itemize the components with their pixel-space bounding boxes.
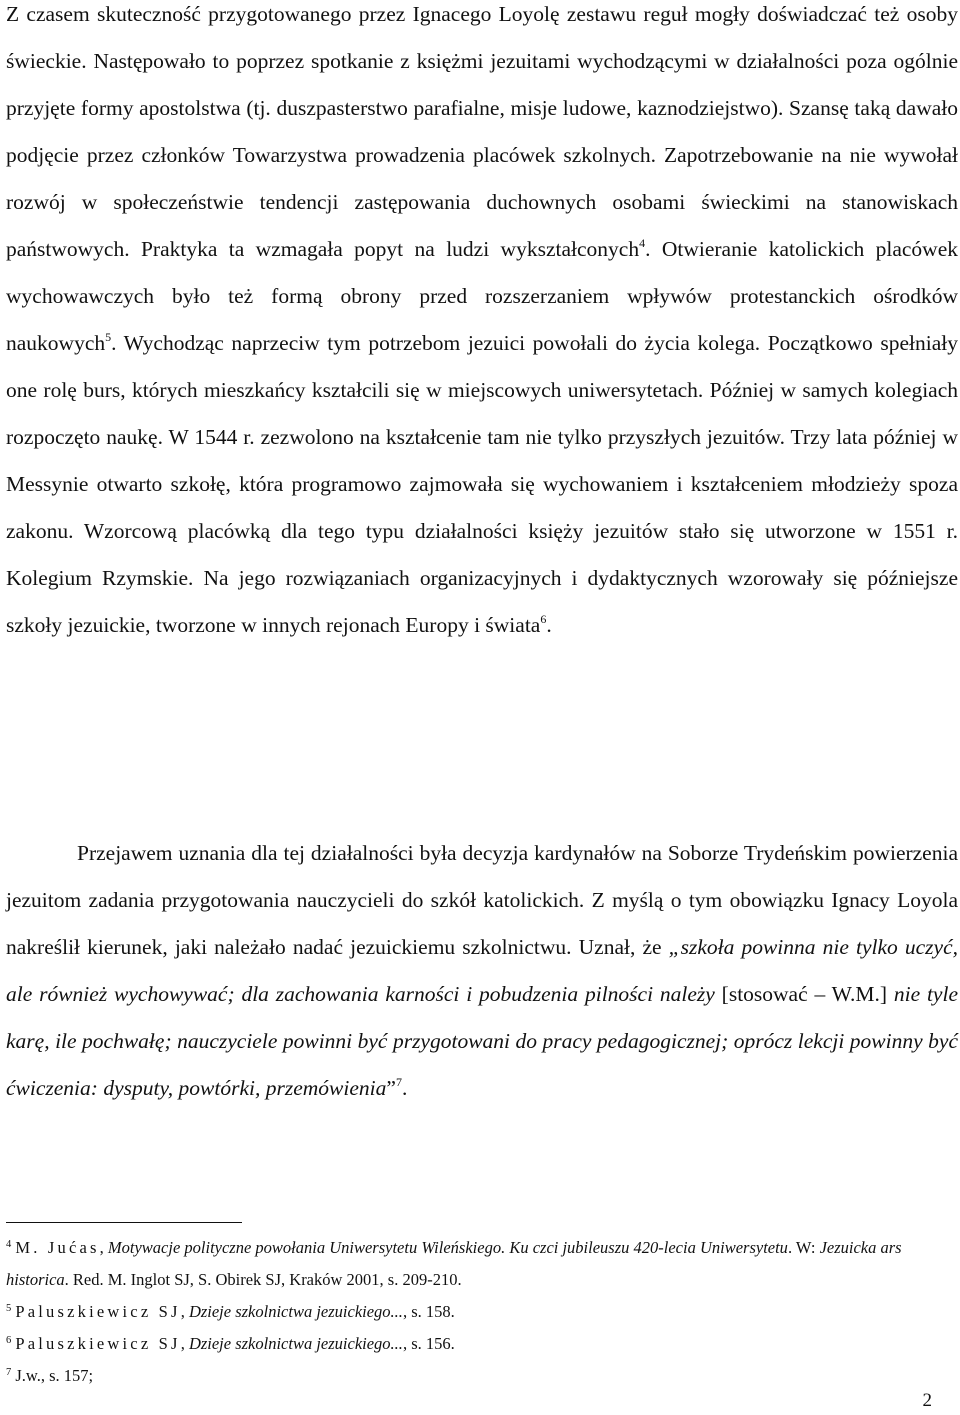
footnote-text: . W:: [787, 1238, 820, 1257]
footnote-5: [6, 1296, 958, 1328]
footnotes-section: [6, 1232, 958, 1392]
footnote-ref-6[interactable]: 6: [540, 612, 547, 626]
footnote-4: [6, 1232, 958, 1296]
paragraph-1-text-d: .: [546, 613, 552, 637]
footnote-ref-5[interactable]: 5: [105, 330, 112, 344]
footnote-number: 5: [6, 1303, 12, 1314]
footnote-author: Paluszkiewicz SJ: [15, 1334, 181, 1353]
footnote-separator: [6, 1222, 242, 1223]
page-number: 2: [922, 1390, 932, 1411]
footnote-ref-4[interactable]: 4: [639, 236, 646, 250]
quotation-part-2: nie tyle karę, ile pochwałę; nauczyciele powinni być przygotowani do pracy pedagogicznej; oprócz lekcji powinny być ćwiczenia: dysputy, powtórki, przemówienia: [6, 982, 958, 1100]
footnote-separator-text: ,: [180, 1334, 189, 1353]
footnote-separator-text: ,: [180, 1302, 189, 1321]
footnote-number: 4: [6, 1239, 12, 1250]
paragraph-1-text-c: . Wychodząc naprzeciw tym potrzebom jezuici powołali do życia kolega. Początkowo spełniały one rolę burs, których mieszkańcy kształcili się w miejscowych uniwersytetach. Później w samych kolegiach rozpoczęto naukę. W 1544 r. zezwolono na kształcenie tam nie tylko przyszłych jezuitów. Trzy lata później w Messynie otwarto szkołę, która programowo zajmowała się wychowaniem i kształceniem młodzieży spoza zakonu. Wzorcową placówką dla tego typu działalności księży jezuitów stało się utworzone w 1551 r. Kolegium Rzymskie. Na jego rozwiązaniach organizacyjnych i dydaktycznych wzorowały się późniejsze szkoły jezuickie, tworzone w innych rejonach Europy i świata: [6, 331, 958, 637]
footnote-title-2: Jezuicka ars historica: [6, 1238, 902, 1289]
footnote-title: Dzieje szkolnictwa jezuickiego...: [188, 1302, 403, 1321]
footnote-details: , s. 156.: [402, 1334, 455, 1353]
footnote-ref-7[interactable]: 7: [395, 1075, 402, 1089]
body-paragraph-2: [6, 830, 958, 1112]
closing-quote-mark: ”: [386, 1076, 396, 1100]
footnote-6: [6, 1328, 958, 1360]
editorial-insertion: [stosować – W.M.]: [714, 982, 894, 1006]
quotation-part-1: „szkoła powinna nie tylko uczyć, ale również wychowywać; dla zachowania karności i pobudzenia pilności należy: [6, 935, 958, 1006]
paragraph-1-text-b: . Otwieranie katolickich placówek wychowawczych było też formą obrony przed rozszerzaniem wpływów protestanckich ośrodków naukowych: [6, 237, 958, 355]
footnote-author: M. Jućas: [15, 1238, 100, 1257]
footnote-details: , s. 158.: [402, 1302, 455, 1321]
body-paragraph-1: [6, 0, 958, 649]
footnote-text: J.w., s. 157;: [15, 1366, 94, 1385]
footnote-title: Dzieje szkolnictwa jezuickiego...: [188, 1334, 403, 1353]
footnote-number: 7: [6, 1367, 12, 1378]
paragraph-2-text-a: Przejawem uznania dla tej działalności była decyzja kardynałów na Soborze Trydeńskim powierzenia jezuitom zadania przygotowania nauczycieli do szkół katolickich. Z myślą o tym obowiązku Ignacy Loyola nakreślił kierunek, jaki należało nadać jezuickiemu szkolnictwu. Uznał, że: [6, 841, 958, 959]
footnote-separator-text: ,: [99, 1238, 108, 1257]
paragraph-2-text-b: .: [401, 1076, 408, 1100]
footnote-details: . Red. M. Inglot SJ, S. Obirek SJ, Kraków 2001, s. 209-210.: [64, 1270, 462, 1289]
paragraph-1-text-a: Z czasem skuteczność przygotowanego przez Ignacego Loyolę zestawu reguł mogły doświadczać też osoby świeckie. Następowało to poprzez spotkanie z księżmi jezuitami wychodzącymi w działalności poza ogólnie przyjęte formy apostolstwa (tj. duszpasterstwo parafialne, misje ludowe, kaznodziejstwo). Szansę taką dawało podjęcie przez członków Towarzystwa prowadzenia placówek szkolnych. Zapotrzebowanie na nie wywołał rozwój w społeczeństwie tendencji zastępowania duchownych osobami świeckimi na stanowiskach państwowych. Praktyka ta wzmagała popyt na ludzi wykształconych: [6, 2, 958, 261]
footnote-number: 6: [6, 1335, 12, 1346]
footnote-title: Motywacje polityczne powołania Uniwersytetu Wileńskiego. Ku czci jubileuszu 420-lecia Uniwersytetu: [107, 1238, 788, 1257]
footnote-7: [6, 1360, 958, 1392]
footnote-author: Paluszkiewicz SJ: [15, 1302, 181, 1321]
